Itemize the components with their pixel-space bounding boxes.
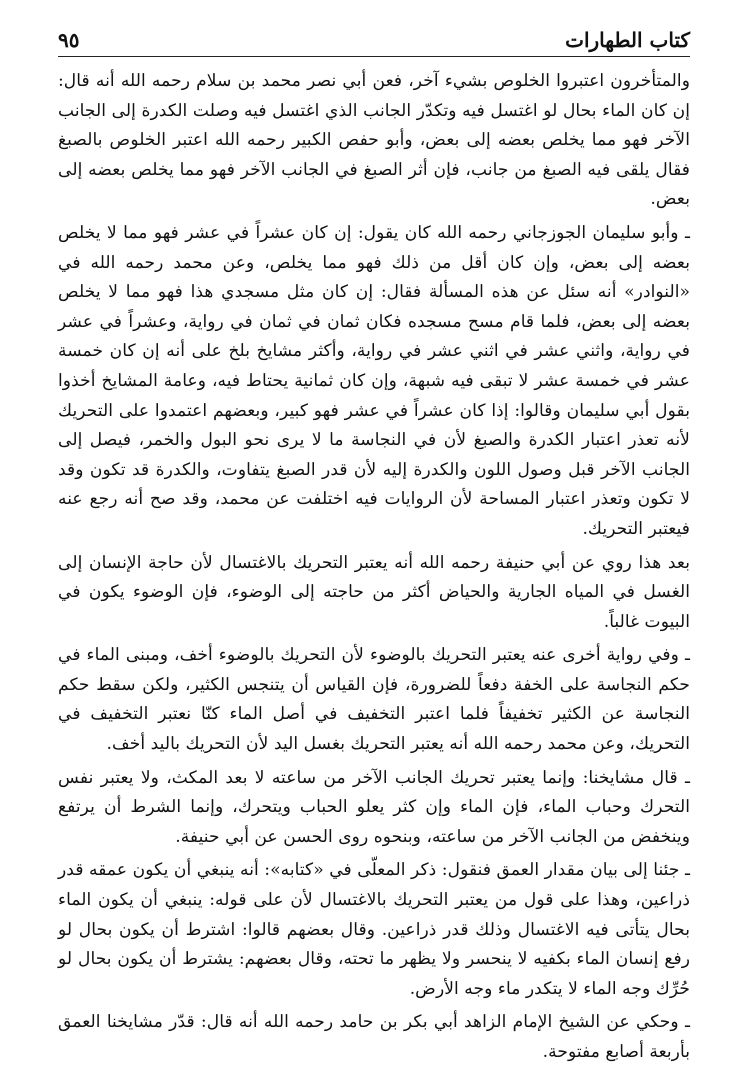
page-number: ٩٥ — [58, 28, 80, 52]
book-title: كتاب الطهارات — [565, 28, 690, 52]
paragraph-3: بعد هذا روي عن أبي حنيفة رحمه الله أنه يعتبر التحريك بالاغتسال لأن حاجة الإنسان إلى الغسل في المياه الجارية والحياض أكثر من حاجته إلى الوضوء، فإن الوضوء يكون في البيوت غالباً. — [58, 552, 690, 632]
paragraph-4: ـ وفي رواية أخرى عنه يعتبر التحريك بالوضوء لأن التحريك بالوضوء أخف، ومبنى الماء في حكم النجاسة على الخفة دفعاً للضرورة، فإن القياس أن يتنجس الكثير، ولكن سقط حكم النجاسة عن الكثير تخفيفاً فلما اعتبر التخفيف في أصل الماء كنّا نعتبر التخفيف في التحريك، وعن محمد رحمه الله أنه يعتبر التحريك بغسل اليد لأن التحريك باليد أخف. — [58, 645, 690, 755]
running-header — [58, 22, 690, 57]
paragraph-5: ـ قال مشايخنا: وإنما يعتبر تحريك الجانب الآخر من ساعته لا بعد المكث، ولا يعتبر نفس التحرك وحباب الماء، فإن الماء وإن كثر يعلو الحباب ويتحرك، وإنما الشرط أن يرتفع وينخفض من الجانب الآخر من ساعته، وبنحوه روى الحسن عن أبي حنيفة. — [58, 767, 690, 847]
paragraph-2: ـ وأبو سليمان الجوزجاني رحمه الله كان يقول: إن كان عشراً في عشر فهو مما لا يخلص بعضه إلى بعض، وإن كان أقل من ذلك فهو مما يخلص، وعن محمد رحمه الله في «النوادر» أنه سئل عن هذه المسألة فقال: إن كان مثل مسجدي هذا فهو مما لا يخلص بعضه إلى بعض، فلما قام مسح مسجده فكان ثمان في ثمان في رواية، وعشراً في عشر في رواية، واثني عشر في اثني عشر في رواية، وأكثر مشايخ بلخ على أنه إن كان خمسة عشر في خمسة عشر لا تبقى فيه شبهة، وإن كان ثمانية يحتاط فيه، وعامة المشايخ أخذوا بقول أبي سليمان وقالوا: إذا كان عشراً في عشر فهو كبير، وبعضهم اعتمدوا على التحريك لأنه تعذر اعتبار الكدرة والصبغ لأن في النجاسة ما لا يرى نحو البول والخمر، فيصل إلى الجانب الآخر قبل وصول اللون والكدرة إليه لأن قدر الصبغ يتفاوت، والكدرة قد تكون وقد لا تكون وتعذر اعتبار المساحة لأن الروايات فيه اختلفت عن محمد، وقد صح أنه رجع عنه فيعتبر التحريك. — [58, 222, 690, 539]
body-text — [58, 67, 690, 1068]
paragraph-7: ـ وحكي عن الشيخ الإمام الزاهد أبي بكر بن حامد رحمه الله أنه قال: قدّر مشايخنا العمق بأربعة أصابع مفتوحة. — [58, 1012, 690, 1062]
page — [58, 22, 690, 1072]
paragraph-1: والمتأخرون اعتبروا الخلوص بشيء آخر، فعن أبي نصر محمد بن سلام رحمه الله أنه قال: إن كان الماء بحال لو اغتسل فيه وتكدّر الجانب الذي اغتسل فيه وصلت الكدرة إلى الجانب الآخر فهو مما يخلص بعضه إلى بعض، وأبو حفص الكبير رحمه الله اعتبر الخلوص بالصبغ فقال يلقى فيه الصبغ من جانب، فإن أثر الصبغ في الجانب الآخر فهو مما يخلص بعضه إلى بعض. — [58, 71, 690, 210]
paragraph-6: ـ جئنا إلى بيان مقدار العمق فنقول: ذكر المعلّى في «كتابه»: أنه ينبغي أن يكون عمقه قدر ذراعين، وهذا على قول من يعتبر التحريك بالاغتسال لأن على قوله: ينبغي أن يكون الماء بحال يتأتى فيه الاغتسال وذلك قدر ذراعين. وقال بعضهم قالوا: اشترط أن يكون بحال لو رفع إنسان الماء بكفيه لا ينحسر ولا يظهر ما تحته، وقال بعضهم: يشترط أن يكون بحال لو حُرِّك وجه الماء لا يتكدر ماء وجه الأرض. — [58, 860, 690, 999]
